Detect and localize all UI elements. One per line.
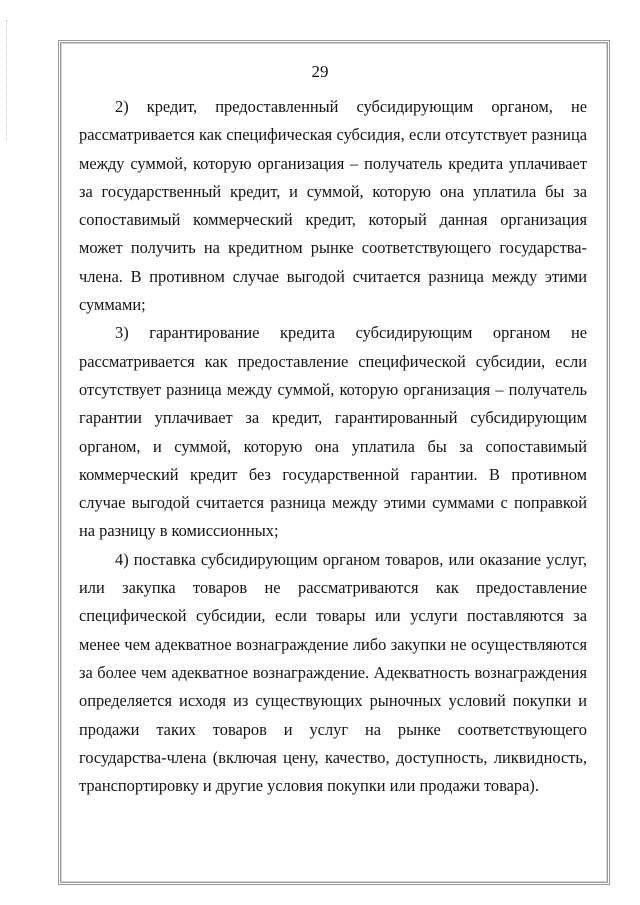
paragraph-guarantee: 3) гарантирование кредита субсидирующим органом не рассматривается как предоставление специфической субсидии, если отсутствует разница между суммой, которую организация – получатель гарантии уплачивает за кредит, гарантированный субсидирующим органом, и суммой, которую она уплатила бы за сопоставимый коммерческий кредит без государственной гарантии. В противном случае выгодой считается разница между этими суммами с поправкой на разницу в комиссионных;	[79, 323, 587, 541]
page-number: 29	[311, 62, 329, 81]
paragraph-goods-services: 4) поставка субсидирующим органом товаров, или оказание услуг, или закупка товаров не рассматриваются как предоставление специфической субсидии, если товары или услуги поставляются за менее чем адекватное вознаграждение либо закупки не осуществляются за более чем адекватное вознаграждение. Адекватность вознаграждения определяется исходя из существующих рыночных условий покупки и продажи таких товаров и услуг на рынке соответствующего государства-члена (включая цену, качество, доступность, ликвидность, транспортировку и другие условия покупки или продажи товара).	[79, 549, 587, 796]
paragraph-credit: 2) кредит, предоставленный субсидирующим органом, не рассматривается как специфическая субсидия, если отсутствует разница между суммой, которую организация – получатель кредита уплачивает за государственный кредит, и суммой, которую она уплатила бы за сопоставимый коммерческий кредит, который данная организация может получить на кредитном рынке соответствующего государства-члена. В противном случае выгодой считается разница между этими суммами;	[79, 97, 587, 315]
document-body	[79, 93, 587, 800]
